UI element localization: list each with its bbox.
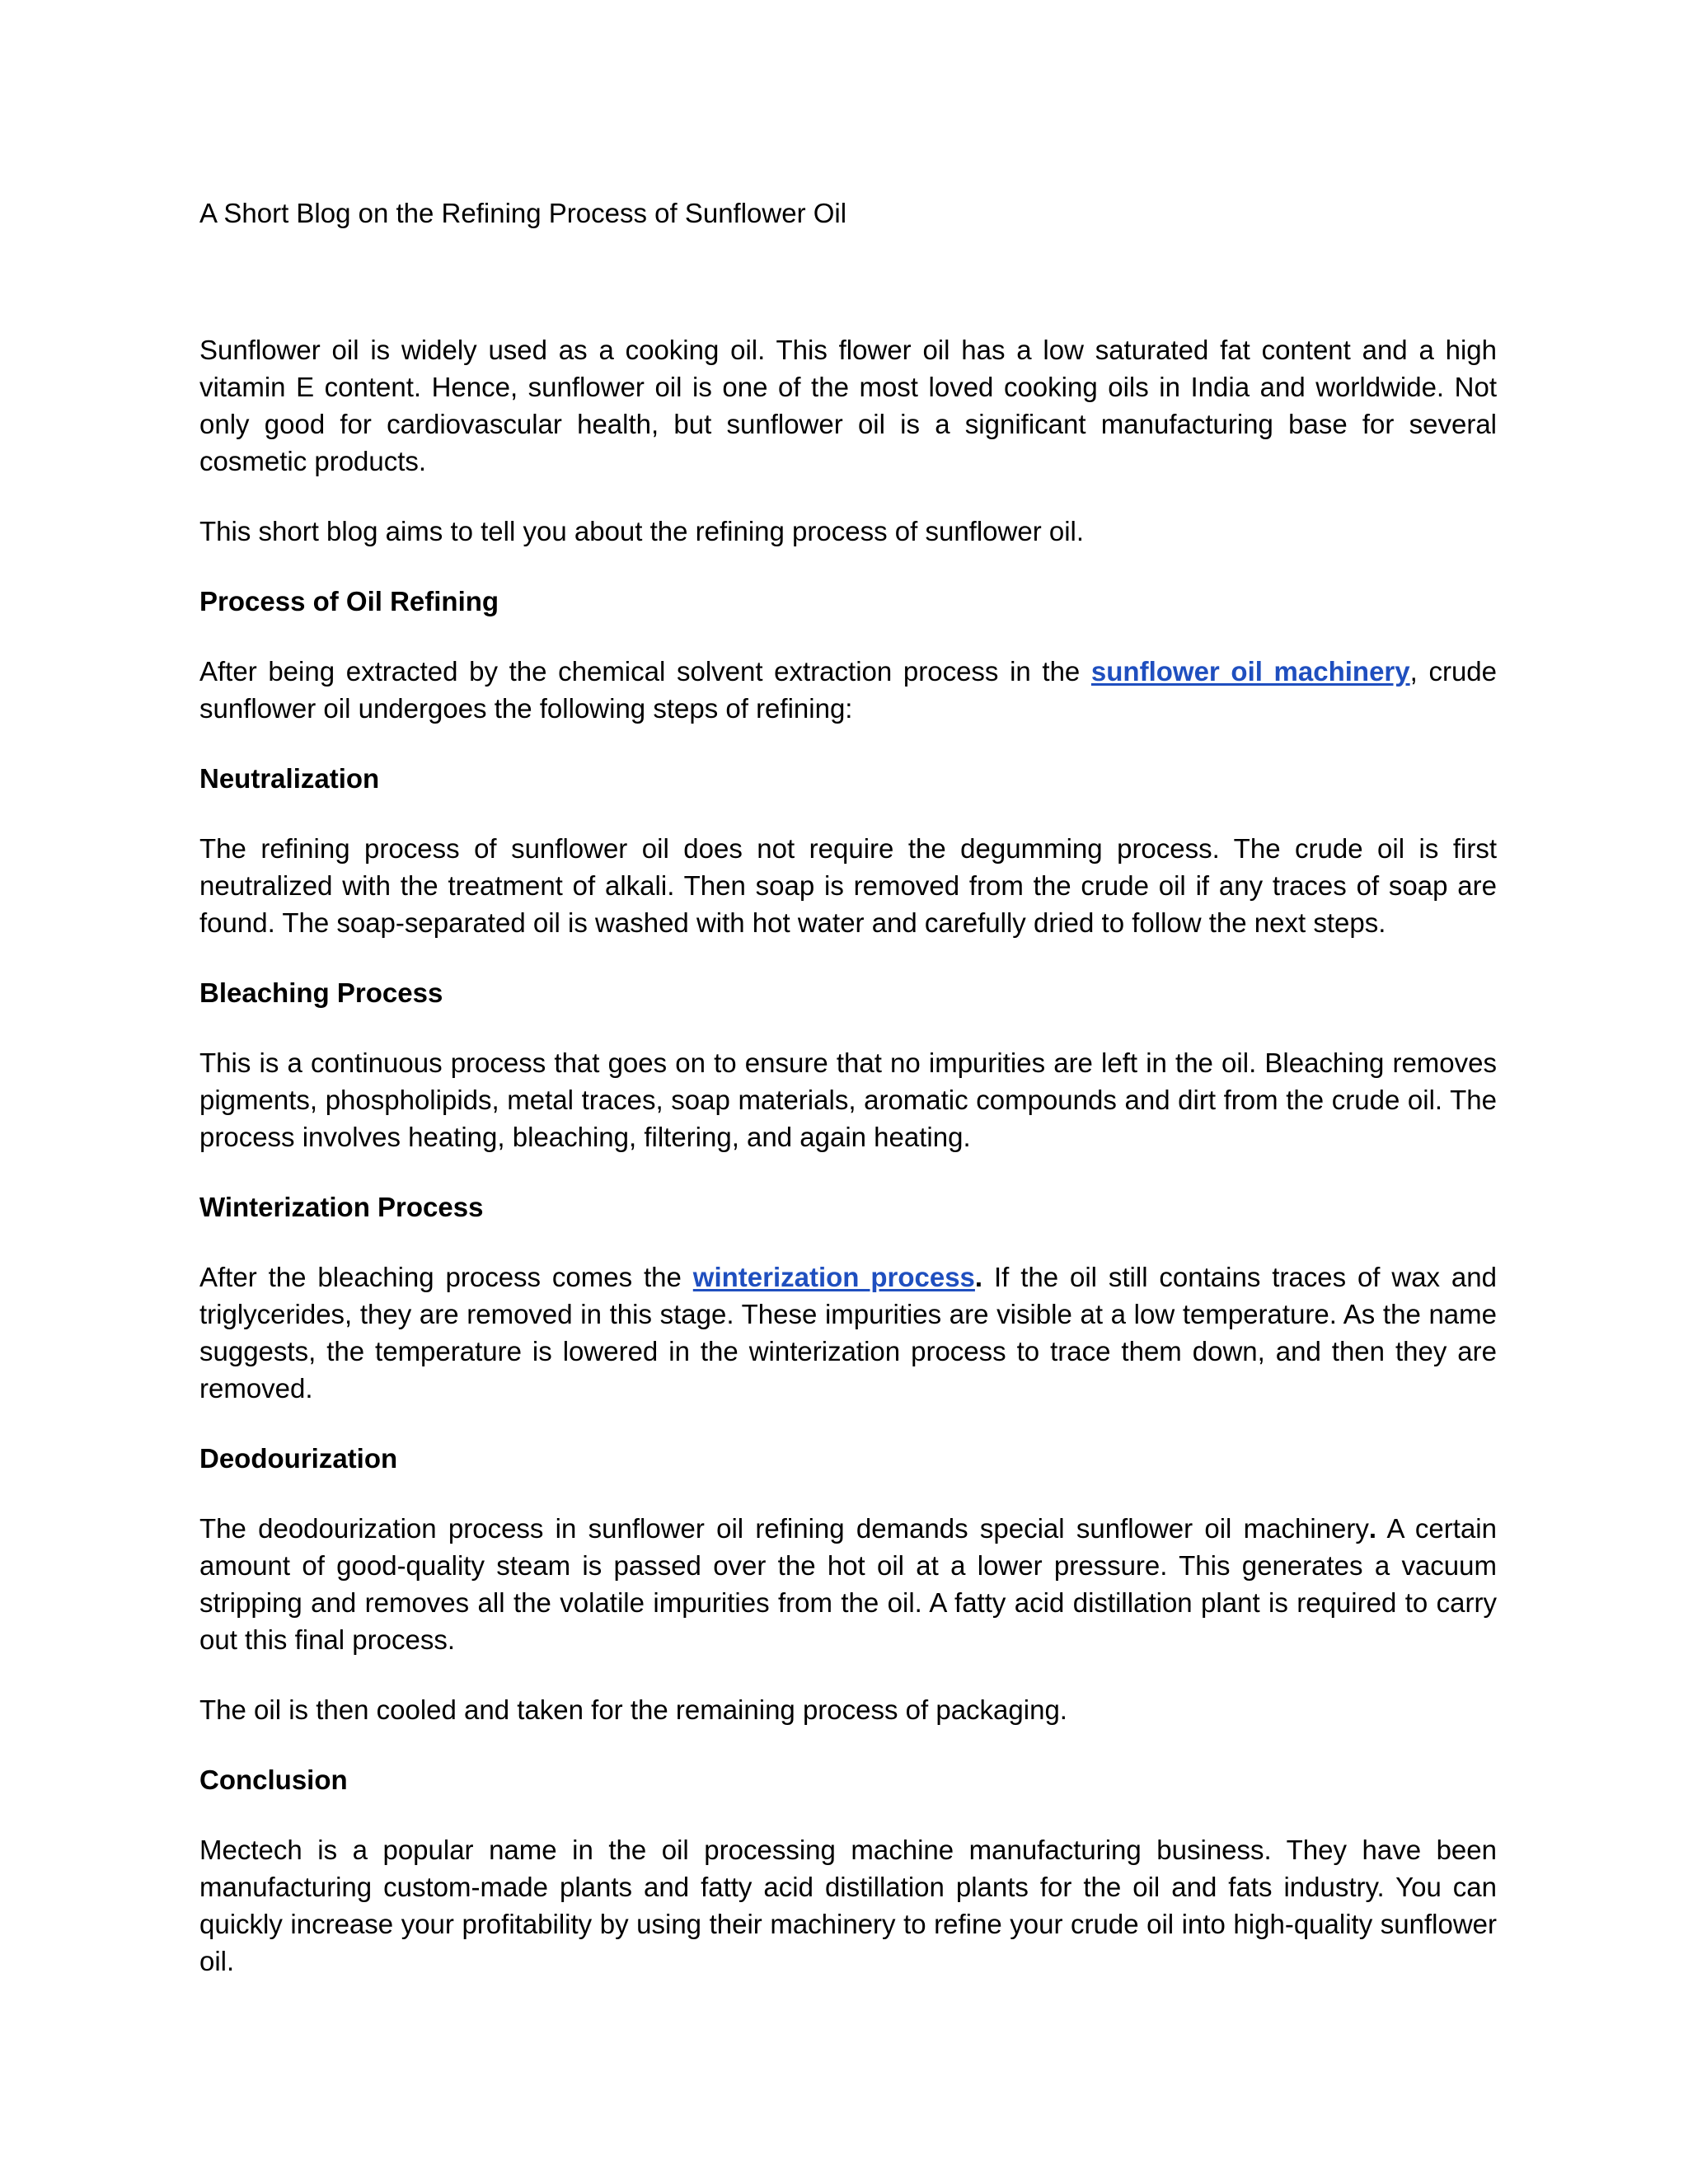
neutralization-heading: Neutralization xyxy=(199,763,380,794)
neutralization-paragraph: The refining process of sunflower oil does not require the degumming process. The crude oil is first neutralized with the treatment of alkali. Then soap is removed from the crude oil if any traces of soap are found. The soap-separated oil is washed with hot water and carefully dried to follow the next steps. xyxy=(199,833,1497,938)
deodourization-text-part1: The deodourization process in sunflower oil refining demands special sunflower oil machinery xyxy=(199,1513,1369,1544)
process-paragraph xyxy=(199,653,1497,727)
winterization-period: . xyxy=(974,1262,983,1292)
deodourization-paragraph xyxy=(199,1510,1497,1658)
bleaching-heading: Bleaching Process xyxy=(199,977,443,1008)
process-text-after-link: , crude sunflower oil undergoes the following steps of refining: xyxy=(199,656,1498,724)
intro-paragraph: Sunflower oil is widely used as a cooking oil. This flower oil has a low saturated fat content and a high vitamin E content. Hence, sunflower oil is one of the most loved cooking oils in India and worldwide. Not only good for cardiovascular health, but sunflower oil is a significant manufacturing base for several cosmetic products. xyxy=(199,335,1497,476)
deodourization-heading: Deodourization xyxy=(199,1443,398,1474)
bleaching-paragraph: This is a continuous process that goes on to ensure that no impurities are left in the oil. Bleaching removes pigments, phospholipids, metal traces, soap materials, aromatic compounds and dirt from the crude oil. The process involves heating, bleaching, filtering, and again heating. xyxy=(199,1047,1497,1152)
deodourization-text-part2: A certain amount of good-quality steam is passed over the hot oil at a lower pressure. This generates a vacuum stripping and removes all the volatile impurities from the oil. A fatty acid distillation plant is required to carry out this final process. xyxy=(199,1513,1497,1655)
intro-summary-paragraph: This short blog aims to tell you about the refining process of sunflower oil. xyxy=(199,516,1085,546)
winterization-heading: Winterization Process xyxy=(199,1192,484,1222)
packaging-paragraph: The oil is then cooled and taken for the remaining process of packaging. xyxy=(199,1694,1067,1725)
winterization-text-before-link: After the bleaching process comes the xyxy=(199,1262,693,1292)
document-body xyxy=(199,194,1497,2013)
winterization-process-link[interactable]: winterization process xyxy=(692,1262,975,1292)
deodourization-period: . xyxy=(1368,1513,1377,1544)
page-title: A Short Blog on the Refining Process of Sunflower Oil xyxy=(199,198,847,228)
conclusion-heading: Conclusion xyxy=(199,1765,348,1795)
process-heading: Process of Oil Refining xyxy=(199,586,499,616)
process-text-before-link: After being extracted by the chemical solvent extraction process in the xyxy=(199,656,1091,687)
winterization-text-after-link: If the oil still contains traces of wax and triglycerides, they are removed in this stage. These impurities are visible at a low temperature. As the name suggests, the temperature is lowered in the winterization process to trace them down, and then they are removed. xyxy=(199,1262,1497,1404)
winterization-paragraph xyxy=(199,1258,1497,1407)
sunflower-oil-machinery-link[interactable]: sunflower oil machinery xyxy=(1090,656,1410,687)
conclusion-paragraph: Mectech is a popular name in the oil processing machine manufacturing business. They have been manufacturing custom-made plants and fatty acid distillation plants for the oil and fats industry. You can quickly increase your profitability by using their machinery to refine your crude oil into high-quality sunflower oil. xyxy=(199,1835,1497,1976)
